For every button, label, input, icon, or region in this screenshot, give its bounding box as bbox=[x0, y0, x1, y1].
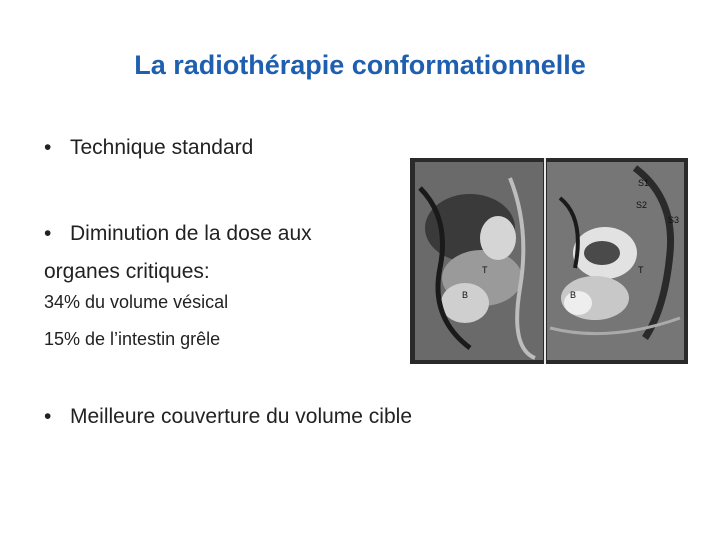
bullet-diminution-dose bbox=[44, 215, 312, 291]
bullet-dot: • bbox=[44, 222, 52, 245]
label-t-right: T bbox=[638, 265, 644, 275]
sub-item-vesical: 34% du volume vésical bbox=[44, 292, 229, 312]
label-b-right: B bbox=[570, 290, 577, 300]
bullet-text-continuation: organes critiques: bbox=[44, 260, 210, 283]
bullet-technique-standard bbox=[44, 136, 253, 160]
label-b-left: B bbox=[462, 290, 469, 300]
mri-sagittal-pelvis-image bbox=[410, 158, 688, 364]
slide-title: La radiothérapie conformationnelle bbox=[134, 50, 586, 80]
bullet-dot: • bbox=[44, 136, 52, 159]
sub-item-intestin: 15% de l’intestin grêle bbox=[44, 329, 221, 349]
bullet-text: Technique standard bbox=[70, 136, 254, 159]
label-t-left: T bbox=[482, 265, 488, 275]
bullet-dot: • bbox=[44, 405, 52, 428]
bullet-meilleure-couverture bbox=[44, 405, 412, 429]
bullet-text: Meilleure couverture du volume cible bbox=[70, 405, 412, 428]
label-s1: S1 bbox=[638, 178, 650, 188]
label-s3: S3 bbox=[668, 215, 680, 225]
label-s2: S2 bbox=[636, 200, 648, 210]
bullet-text: Diminution de la dose aux bbox=[70, 222, 312, 245]
